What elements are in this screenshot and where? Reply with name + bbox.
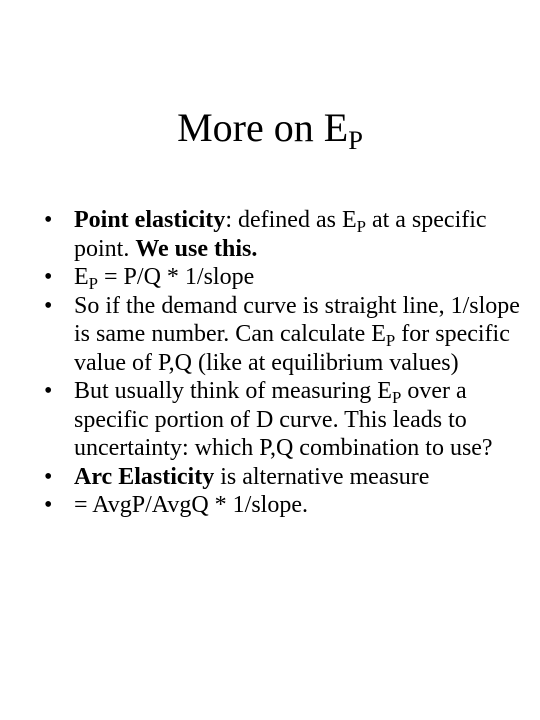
- slide-title-text: More on E: [177, 105, 349, 150]
- bullet-text: is alternative measure: [214, 463, 430, 490]
- bullet-bold-lead: Point elasticity: [74, 207, 226, 233]
- bullet-text: = AvgP/AvgQ * 1/slope.: [74, 492, 308, 518]
- bullet-text: But usually think of measuring E: [74, 378, 392, 404]
- slide-title-subscript: P: [348, 124, 363, 155]
- bullet-arc-formula: [44, 491, 524, 520]
- bullet-icon: •: [44, 463, 53, 490]
- bullet-text-continued: at a specific point.: [74, 207, 487, 262]
- bullet-icon: •: [44, 292, 53, 319]
- bullet-formula: [44, 263, 524, 292]
- bullet-text: E: [74, 264, 89, 290]
- bullet-icon: •: [44, 264, 53, 290]
- bullet-list: [44, 206, 524, 520]
- bullet-icon: •: [44, 492, 53, 518]
- bullet-arc-elasticity: [44, 463, 524, 492]
- bullet-text-continued: for specific value of P,Q (like at equilibrium values): [74, 321, 510, 376]
- bullet-text-continued: = P/Q * 1/slope: [98, 264, 255, 290]
- slide-title: [0, 104, 540, 155]
- bullet-icon: •: [44, 378, 53, 404]
- bullet-straight-line: [44, 292, 524, 378]
- bullet-bold-tail: We use this.: [135, 235, 258, 262]
- bullet-icon: •: [44, 207, 53, 233]
- bullet-point-elasticity: [44, 206, 524, 263]
- bullet-bold-lead: Arc Elasticity: [74, 463, 215, 490]
- bullet-subscript: P: [88, 274, 99, 294]
- bullet-text: So if the demand curve is straight line, 1/slope is same number. Can calculate E: [74, 292, 520, 347]
- bullet-subscript: P: [385, 331, 396, 351]
- bullet-text: : defined as E: [225, 207, 357, 233]
- bullet-uncertainty: [44, 377, 524, 463]
- bullet-subscript: P: [356, 217, 366, 237]
- bullet-subscript: P: [391, 388, 402, 408]
- bullet-text-continued: over a specific portion of D curve. This leads to uncertainty: which P,Q combination to use?: [74, 378, 493, 461]
